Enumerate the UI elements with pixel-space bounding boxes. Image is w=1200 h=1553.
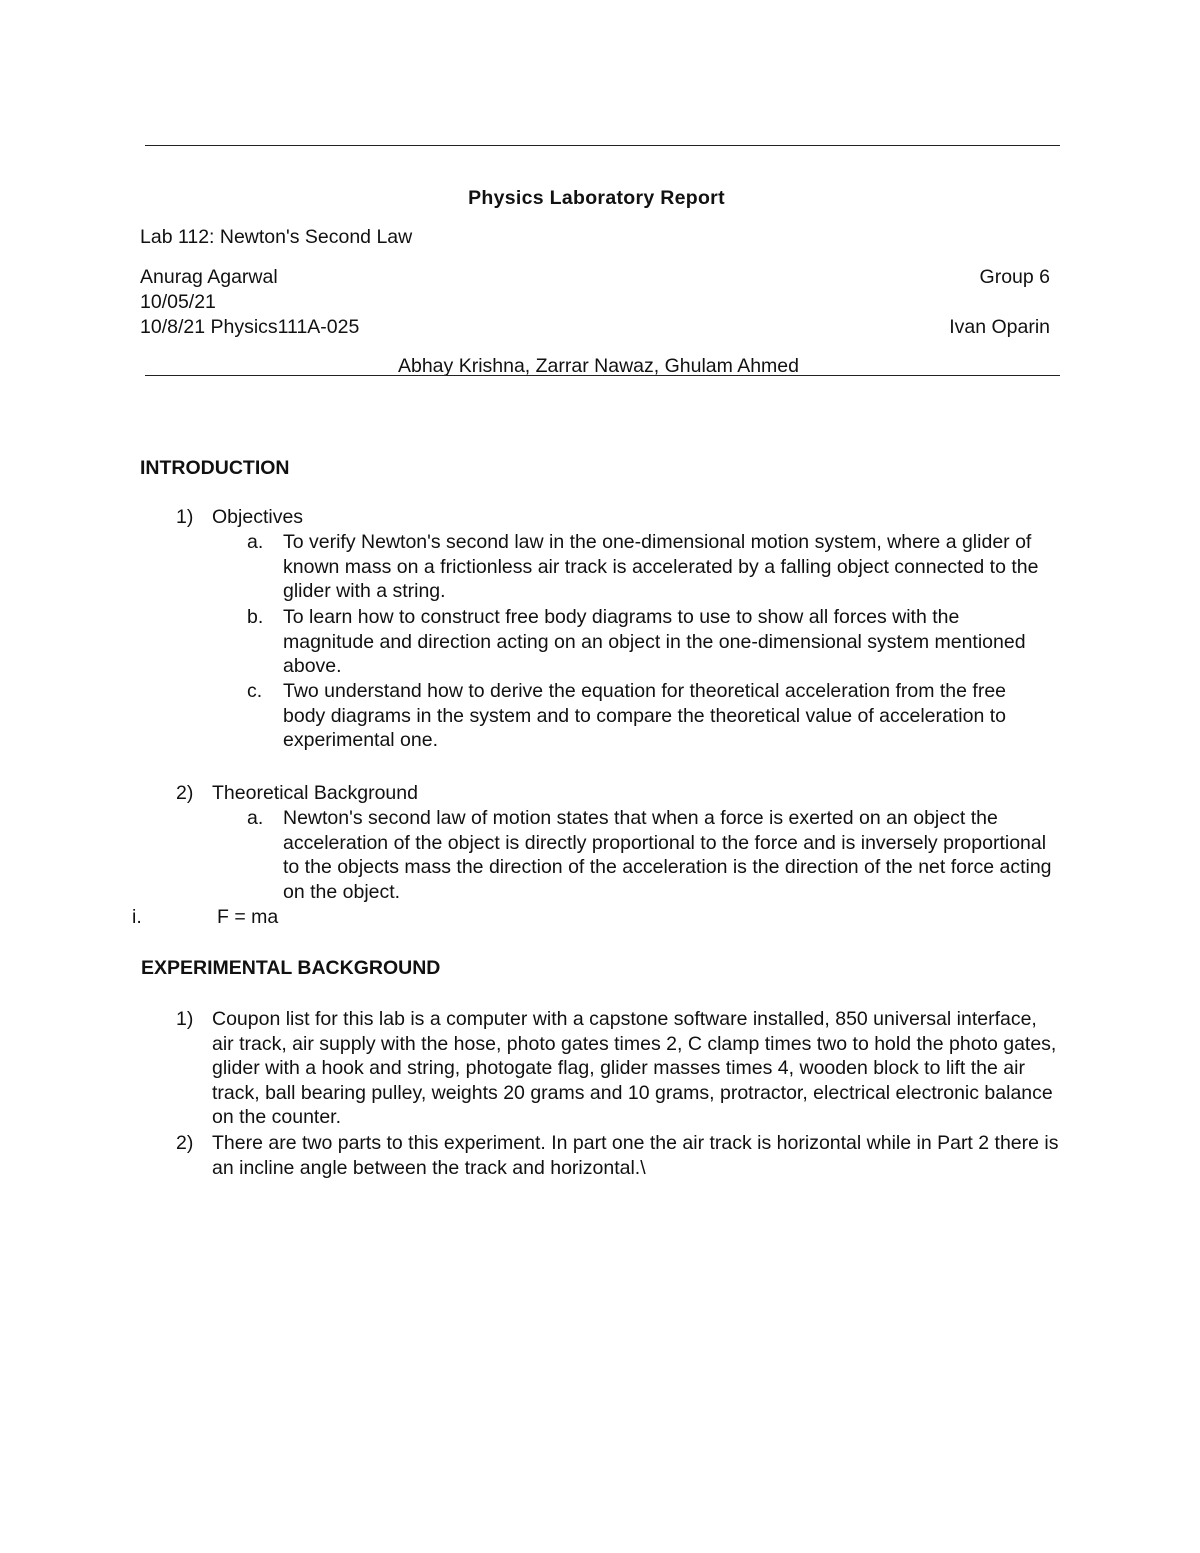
report-title: Physics Laboratory Report: [468, 187, 725, 209]
header-bottom-rule: [145, 375, 1060, 376]
objective-b-letter: b.: [247, 606, 264, 628]
lab-partners: Abhay Krishna, Zarrar Nawaz, Ghulam Ahmed: [397, 355, 799, 377]
experimental-heading: EXPERIMENTAL BACKGROUND: [141, 957, 441, 979]
objective-c-letter: c.: [247, 680, 263, 702]
equation-text: F = ma: [217, 906, 279, 928]
objective-a-text: To verify Newton's second law in the one-dimensional motion system, where a glider of known mass on a frictionless air track is accelerated by a falling object connected to the glider with a string.: [283, 531, 1039, 603]
date-performed: 10/05/21: [140, 291, 216, 313]
top-rule: [145, 145, 1060, 146]
theory-number: 2): [176, 782, 194, 804]
objective-b-text: To learn how to construct free body diagrams to use to show all forces with the magnitude and direction acting on an object in the one-dimensional system mentioned above.: [283, 606, 1026, 678]
experimental-item-2-text: There are two parts to this experiment. In part one the air track is horizontal while in Part 2 there is an incline angle between the track and horizontal.\: [212, 1132, 1059, 1179]
instructor-name: Ivan Oparin: [949, 316, 1050, 338]
equation-marker: i.: [132, 906, 142, 928]
objectives-label: Objectives: [212, 506, 304, 528]
lab-name: Lab 112: Newton's Second Law: [140, 226, 413, 248]
theory-label: Theoretical Background: [212, 782, 418, 804]
experimental-item-1-text: Coupon list for this lab is a computer with a capstone software installed, 850 universal interface, air track, air supply with the hose, photo gates times 2, C clamp times two to hold the photo gates, glider with a hook and string, photogate flag, glider masses times 4, wooden block to lift the air track, ball bearing pulley, weights 20 grams and 10 grams, protractor, electrical electronic balance on the counter.: [212, 1008, 1057, 1129]
objective-a-letter: a.: [247, 531, 264, 553]
author-name: Anurag Agarwal: [140, 266, 278, 288]
objectives-number: 1): [176, 506, 194, 528]
objective-c-text: Two understand how to derive the equation for theoretical acceleration from the free body diagrams in the system and to compare the theoretical value of acceleration to experimental one.: [283, 680, 1007, 752]
date-course: 10/8/21 Physics111A-025: [140, 316, 360, 338]
theory-a-letter: a.: [247, 807, 264, 829]
experimental-item-1-number: 1): [176, 1008, 194, 1030]
group-label: Group 6: [979, 266, 1050, 288]
introduction-heading: INTRODUCTION: [140, 457, 290, 479]
experimental-item-2-number: 2): [176, 1132, 194, 1154]
theory-a-text: Newton's second law of motion states that when a force is exerted on an object the acceleration of the object is directly proportional to the force and is inversely proportional to the objects mass the direction of the acceleration is the direction of the net force acting on the object.: [283, 807, 1052, 903]
